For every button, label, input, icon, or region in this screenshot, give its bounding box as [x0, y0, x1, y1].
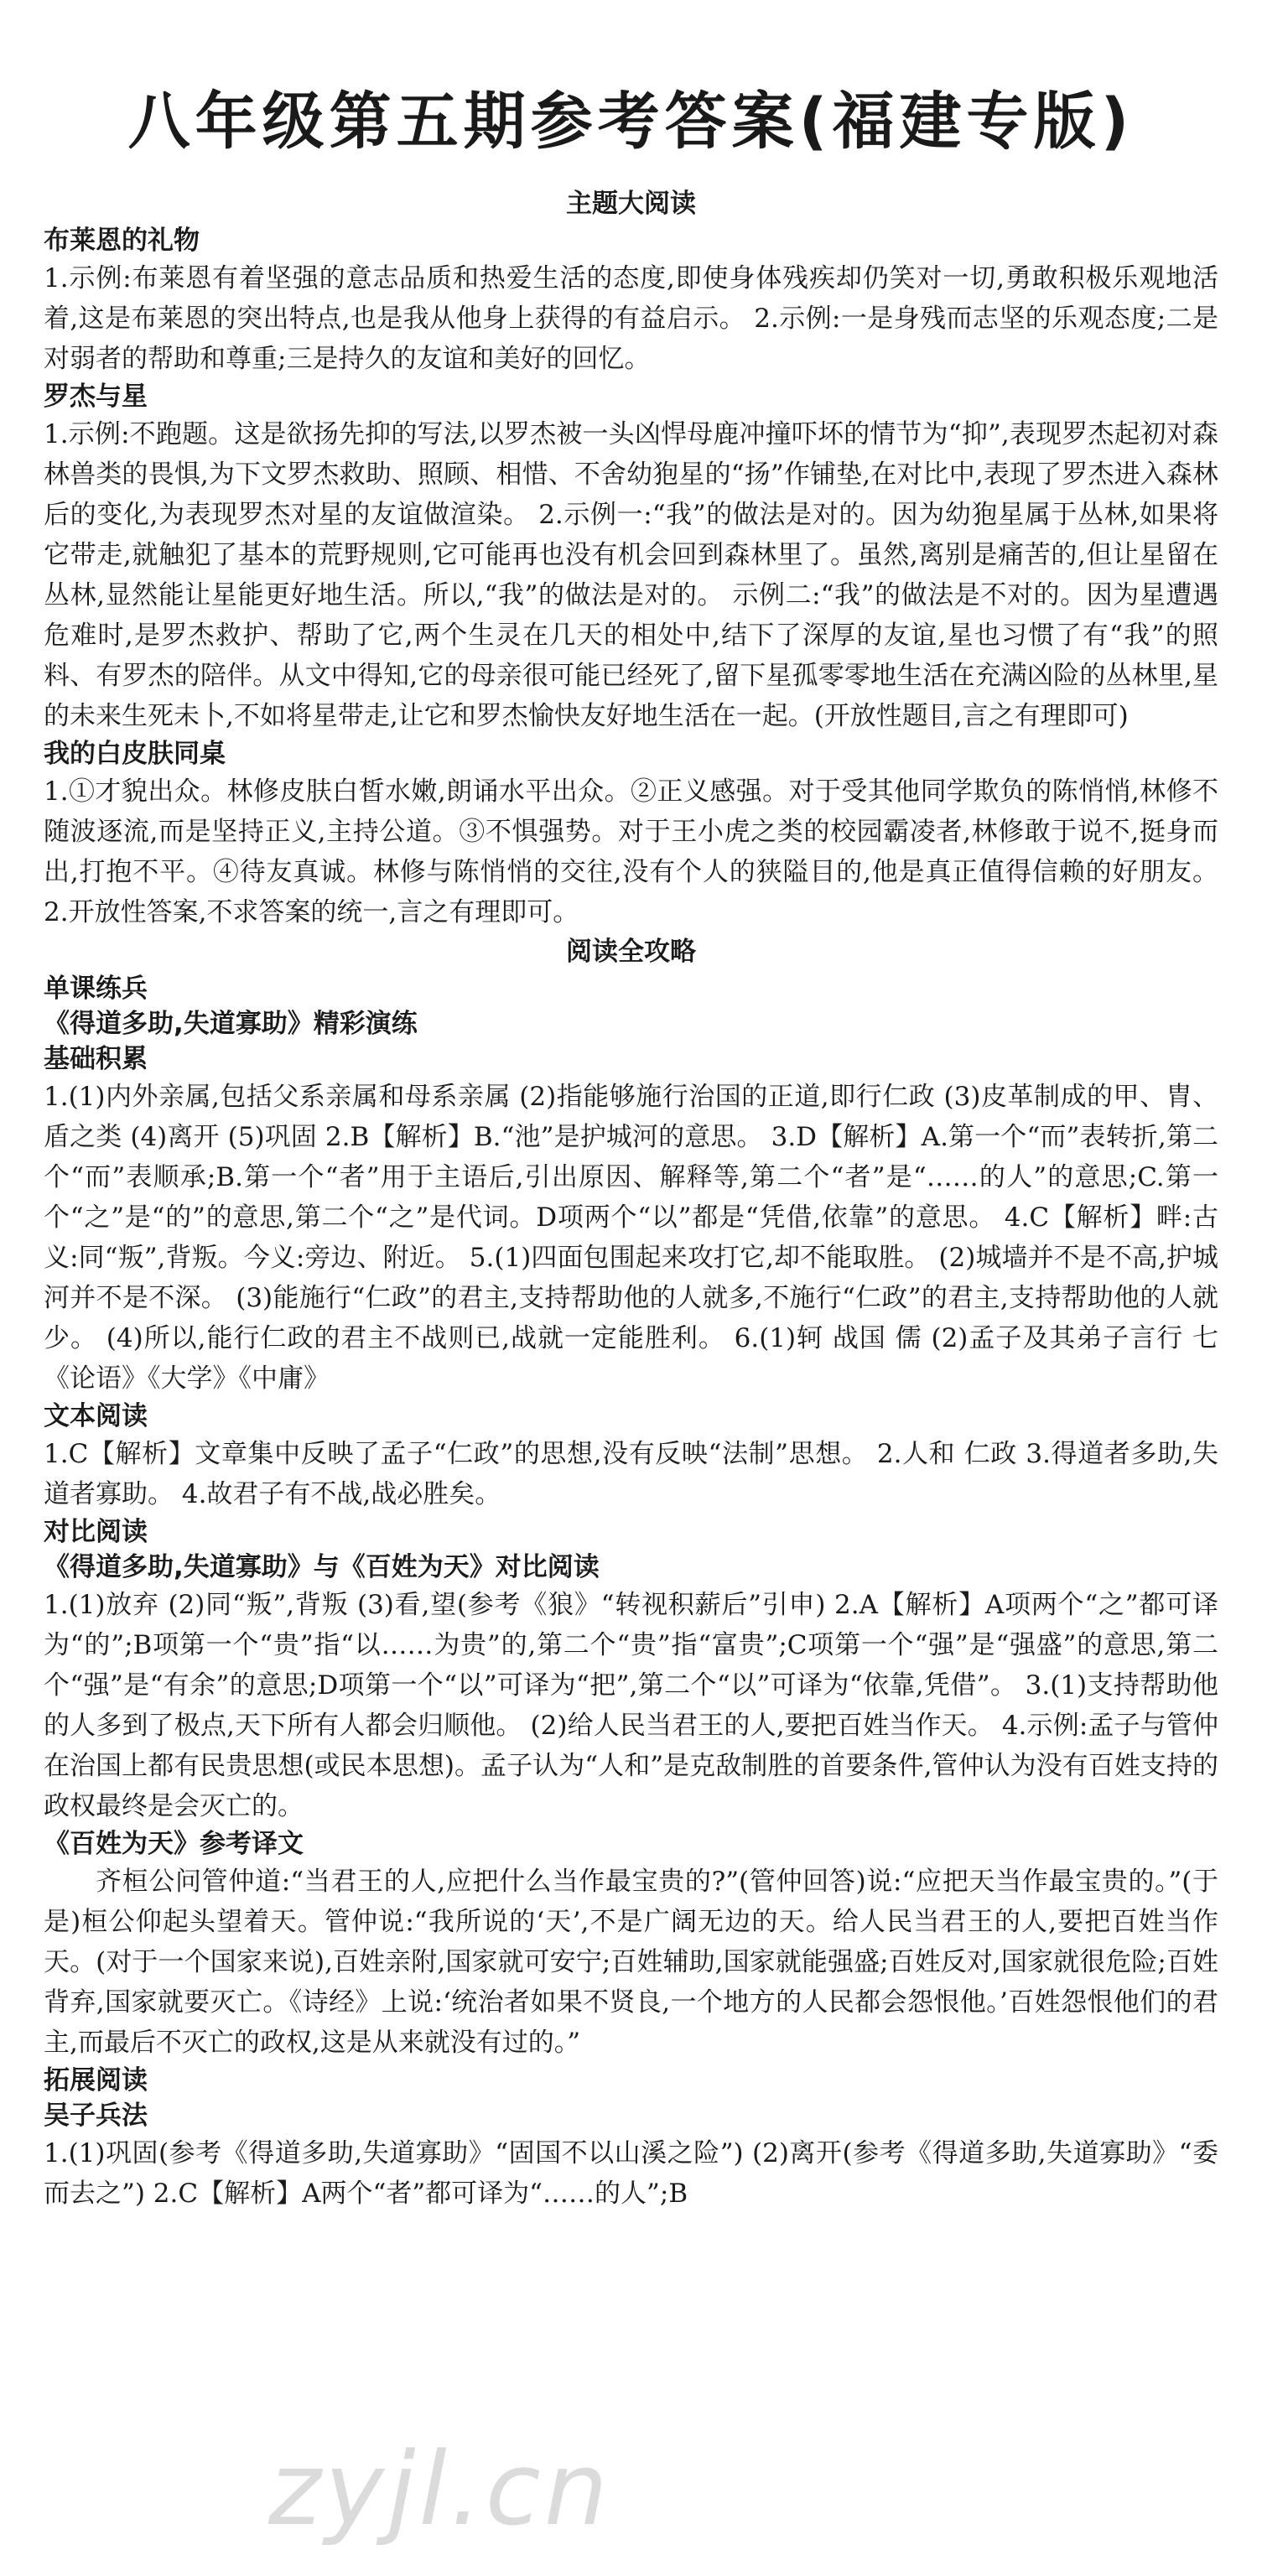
- paragraph: 1.(1)放弃 (2)同“叛”,背叛 (3)看,望(参考《狼》“转视积薪后”引申) 2.A【解析】A项两个“之”都可译为“的”;B项第一个“贵”指“以……为贵”的,第二个“贵”指“富贵”;C项第一个“强”是“强盛”的意思,第二个“强”是“有余”的意思;D项第一个“以”可译为“把”,第二个“以”可译为“依靠,凭借”。 3.(1)支持帮助他的人多到了极点,天下所有人都会归顺他。 (2)给人民当君王的人,要把百姓当作天。 4.示例:孟子与管仲在治国上都有民贵思想(或民本思想)。孟子认为“人和”是克敌制胜的首要条件,管仲认为没有百姓支持的政权最终是会灭亡的。: [44, 1590, 1218, 1821]
- page-title: 八年级第五期参考答案(福建专版): [127, 86, 1135, 158]
- subheading: 我的白皮肤同桌: [44, 739, 226, 769]
- section-heading: 阅读全攻略: [566, 937, 696, 967]
- subheading: 拓展阅读: [44, 2065, 148, 2096]
- subheading: 单课练兵: [44, 974, 148, 1004]
- paragraph: 1.(1)巩固(参考《得道多助,失道寡助》“固国不以山溪之险”) (2)离开(参考《得道多助,失道寡助》“委而去之”) 2.C【解析】A两个“者”都可译为“……的人”;B: [44, 2138, 1218, 2209]
- paragraph: 1.示例:布莱恩有着坚强的意志品质和热爱生活的态度,即使身体残疾却仍笑对一切,勇敢积极乐观地活着,这是布莱恩的突出特点,也是我从他身上获得的有益启示。 2.示例:一是身残而志坚的乐观态度;二是对弱者的帮助和尊重;三是持久的友谊和美好的回忆。: [44, 263, 1218, 374]
- subheading: 文本阅读: [44, 1401, 148, 1431]
- subheading: 《百姓为天》参考译文: [44, 1829, 304, 1859]
- subheading: 《得道多助,失道寡助》与《百姓为天》对比阅读: [44, 1552, 600, 1582]
- subheading: 罗杰与星: [44, 382, 148, 412]
- paragraph: 1.(1)内外亲属,包括父系亲属和母系亲属 (2)指能够施行治国的正道,即行仁政 (3)皮革制成的甲、胄、盾之类 (4)离开 (5)巩固 2.B【解析】B.“池”是护城河的意思。 3.D【解析】A.第一个“而”表转折,第二个“而”表顺承;B.第一个“者”用于主语后,引出原因、解释等,第二个“者”是“……的人”的意思;C.第一个“之”是“的”的意思,第二个“之”是代词。D项两个“以”都是“凭借,依靠”的意思。 4.C【解析】畔:古义:同“叛”,背叛。今义:旁边、附近。 5.(1)四面包围起来攻打它,却不能取胜。 (2)城墙并不是不高,护城河并不是不深。 (3)能施行“仁政”的君主,支持帮助他的人就多,不施行“仁政”的君主,支持帮助他的人就少。 (4)所以,能行仁政的君主不战则已,战就一定能胜利。 6.(1)轲 战国 儒 (2)孟子及其弟子言行 七 《论语》《大学》《中庸》: [44, 1082, 1218, 1394]
- watermark: zyjl.cn: [268, 2432, 611, 2548]
- paragraph: 1.C【解析】文章集中反映了孟子“仁政”的思想,没有反映“法制”思想。 2.人和 仁政 3.得道者多助,失道者寡助。 4.故君子有不战,战必胜矣。: [44, 1439, 1218, 1509]
- subheading: 吴子兵法: [44, 2101, 148, 2131]
- subheading: 布莱恩的礼物: [44, 226, 200, 256]
- answer-content: [44, 223, 1218, 2214]
- paragraph: 1.示例:不跑题。这是欲扬先抑的写法,以罗杰被一头凶悍母鹿冲撞吓坏的情节为“抑”,表现罗杰起初对森林兽类的畏惧,为下文罗杰救助、照顾、相惜、不舍幼狍星的“扬”作铺垫,在对比中,表现了罗杰进入森林后的变化,为表现罗杰对星的友谊做渲染。 2.示例一:“我”的做法是对的。因为幼狍星属于丛林,如果将它带走,就触犯了基本的荒野规则,它可能再也没有机会回到森林里了。虽然,离别是痛苦的,但让星留在丛林,显然能让星能更好地生活。所以,“我”的做法是对的。 示例二:“我”的做法是不对的。因为星遭遇危难时,是罗杰救护、帮助了它,两个生灵在几天的相处中,结下了深厚的友谊,星也习惯了有“我”的照料、有罗杰的陪伴。从文中得知,它的母亲很可能已经死了,留下星孤零零地生活在充满凶险的丛林里,星的未来生死未卜,不如将星带走,让它和罗杰愉快友好地生活在一起。(开放性题目,言之有理即可): [44, 419, 1218, 731]
- subheading: 《得道多助,失道寡助》精彩演练: [44, 1009, 418, 1039]
- section-heading: 主题大阅读: [566, 189, 696, 219]
- subheading: 基础积累: [44, 1044, 148, 1074]
- paragraph: 1.①才貌出众。林修皮肤白皙水嫩,朗诵水平出众。②正义感强。对于受其他同学欺负的陈悄悄,林修不随波逐流,而是坚持正义,主持公道。③不惧强势。对于王小虎之类的校园霸凌者,林修敢于说不,挺身而出,打抱不平。④待友真诚。林修与陈悄悄的交往,没有个人的狭隘目的,他是真正值得信赖的好朋友。 2.开放性答案,不求答案的统一,言之有理即可。: [44, 776, 1218, 927]
- subheading: 对比阅读: [44, 1517, 148, 1547]
- paragraph: 齐桓公问管仲道:“当君王的人,应把什么当作最宝贵的?”(管仲回答)说:“应把天当作最宝贵的。”(于是)桓公仰起头望着天。管仲说:“我所说的‘天’,不是广阔无边的天。给人民当君王的人,要把百姓当作天。(对于一个国家来说),百姓亲附,国家就可安宁;百姓辅助,国家就能强盛;百姓反对,国家就很危险;百姓背弃,国家就要灭亡。《诗经》上说:‘统治者如果不贤良,一个地方的人民都会怨恨他。’百姓怨恨他们的君主,而最后不灭亡的政权,这是从来就没有过的。”: [44, 1867, 1218, 2058]
